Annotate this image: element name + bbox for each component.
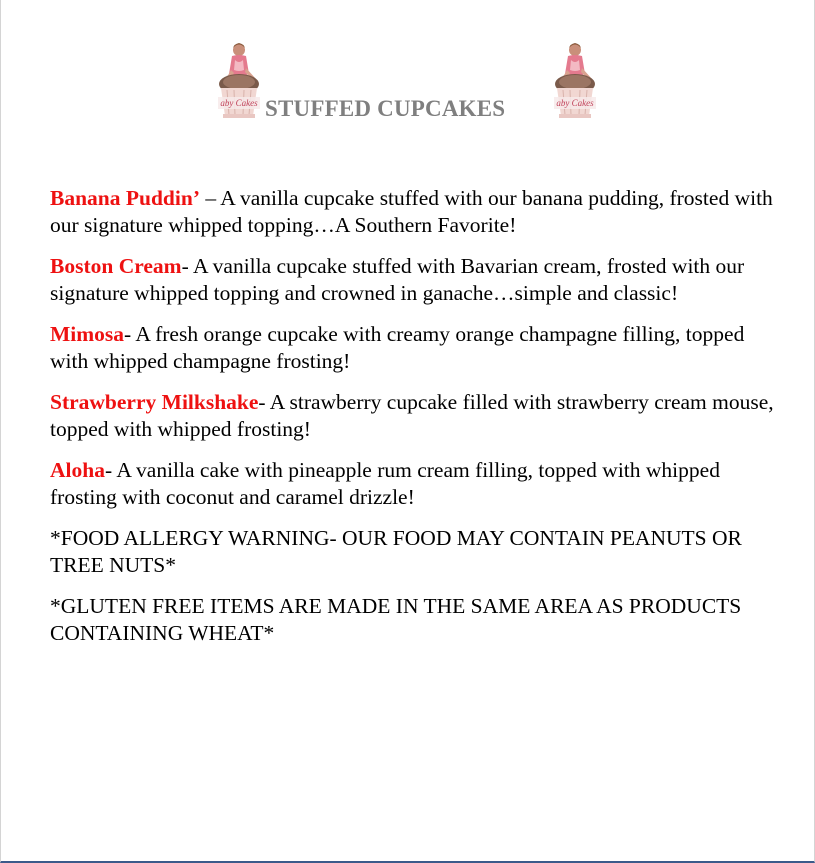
item-name: Mimosa xyxy=(50,322,125,346)
logo-text: aby Cakes xyxy=(556,98,594,108)
menu-content xyxy=(50,185,780,661)
menu-item-aloha xyxy=(50,457,780,511)
gluten-free-notice: *GLUTEN FREE ITEMS ARE MADE IN THE SAME AREA AS PRODUCTS CONTAINING WHEAT* xyxy=(50,594,742,645)
item-name: Banana Puddin’ xyxy=(50,186,200,210)
menu-item-strawberry-milkshake xyxy=(50,389,780,443)
menu-item-boston-cream xyxy=(50,253,780,307)
item-name: Boston Cream xyxy=(50,254,182,278)
item-description: – A vanilla cupcake stuffed with our banana pudding, frosted with our signature whipped topping…A Southern Favorite! xyxy=(50,186,773,237)
allergy-warning: *FOOD ALLERGY WARNING- OUR FOOD MAY CONTAIN PEANUTS OR TREE NUTS* xyxy=(50,526,742,577)
item-description: - A strawberry cupcake filled with strawberry cream mouse, topped with whipped frosting! xyxy=(50,390,774,441)
menu-header xyxy=(211,40,611,130)
menu-item-banana-puddin xyxy=(50,185,780,239)
logo-text: aby Cakes xyxy=(220,98,258,108)
item-name: Strawberry Milkshake xyxy=(50,390,259,414)
page-title: STUFFED CUPCAKES xyxy=(265,96,506,121)
menu-item-mimosa xyxy=(50,321,780,375)
baby-cakes-logo-icon xyxy=(551,40,601,122)
item-description: - A vanilla cupcake stuffed with Bavarian cream, frosted with our signature whipped topping and crowned in ganache…simple and classic! xyxy=(50,254,745,305)
item-description: - A fresh orange cupcake with creamy orange champagne filling, topped with whipped champagne frosting! xyxy=(50,322,745,373)
item-description: - A vanilla cake with pineapple rum cream filling, topped with whipped frosting with coconut and caramel drizzle! xyxy=(50,458,720,509)
baby-cakes-logo-icon xyxy=(215,40,265,122)
item-name: Aloha xyxy=(50,458,105,482)
